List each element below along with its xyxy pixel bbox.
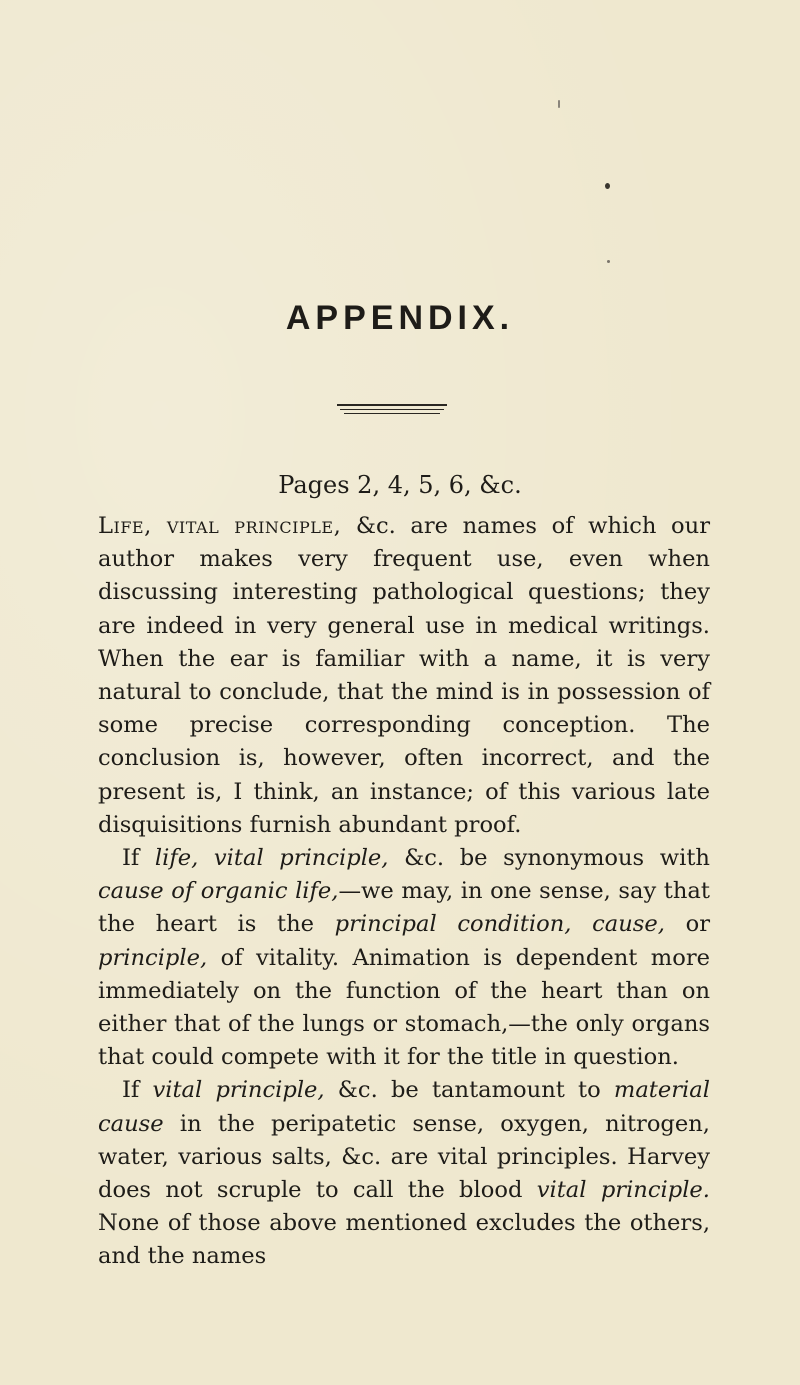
text-segment: cause of organic life, — [98, 878, 339, 905]
page-reference: Pages 2, 4, 5, 6, &c. — [278, 471, 522, 499]
text-segment: Life, vital principle, — [98, 513, 342, 539]
text-segment: —we may, in one sense, say that the heart is the — [98, 878, 710, 938]
text-segment: or — [664, 911, 710, 938]
text-segment: vital principle, — [152, 1077, 325, 1104]
text-segment: &c. are names of which our author makes very frequent use, even when discussing interesting pathological questions; they are indeed in very general use in medical writings. When the ear is familiar with a name, it is very natural to conclude, that the mind is in possession of some precise corresponding conception. The conclusion is, however, often incorrect, and the present is, I think, an instance; of this various late disquisitions furnish abundant proof. — [98, 513, 711, 838]
text-segment: life, vital principle, — [154, 845, 389, 872]
text-segment: principle, — [98, 944, 208, 971]
ink-speck — [558, 100, 560, 108]
text-segment: &c. be tantamount to — [324, 1077, 614, 1104]
decorative-rule — [344, 413, 440, 414]
appendix-heading: APPENDIX. — [285, 299, 515, 337]
text-segment: principal condition, cause, — [334, 911, 665, 938]
paragraph-1 — [98, 510, 710, 842]
text-segment: If — [122, 845, 155, 872]
ink-speck — [607, 260, 610, 263]
decorative-rule — [337, 404, 447, 406]
text-segment: of vitality. Animation is dependent more immediately on the function of the heart than on either that of the lungs or stomach,—the only organs that could compete with it for the title in question. — [98, 944, 710, 1071]
text-segment: &c. be synonymous with — [388, 845, 710, 872]
paragraph-2 — [98, 842, 710, 1074]
text-segment: material cause — [98, 1077, 710, 1137]
paragraph-3 — [98, 1074, 710, 1273]
body-text — [98, 510, 710, 1274]
ink-speck — [605, 183, 610, 189]
text-segment: None of those above mentioned excludes the others, and the names — [98, 1210, 710, 1270]
decorative-rule — [340, 409, 444, 410]
text-segment: If — [122, 1077, 153, 1104]
text-segment: in the peripatetic sense, oxygen, nitrogen, water, various salts, &c. are vital principles. Harvey does not scruple to call the blood — [98, 1110, 710, 1204]
text-segment: vital principle. — [536, 1177, 710, 1204]
